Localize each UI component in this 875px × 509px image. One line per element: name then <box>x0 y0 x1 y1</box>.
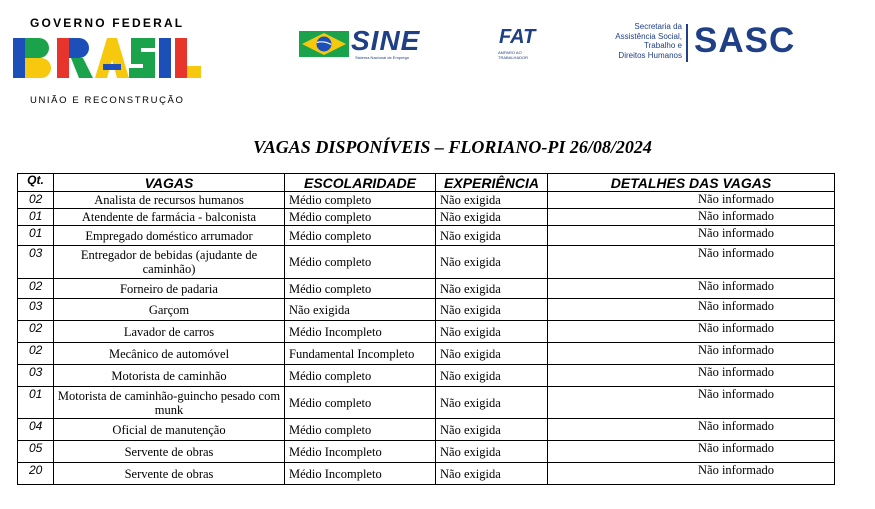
header-vagas: VAGAS <box>54 174 285 192</box>
cell-experiencia: Não exigida <box>436 419 548 441</box>
cell-vaga: Motorista de caminhão-guincho pesado com munk <box>54 387 285 419</box>
table-row <box>18 365 835 387</box>
cell-detalhes: Não informado <box>548 343 835 365</box>
cell-vaga: Motorista de caminhão <box>54 365 285 387</box>
cell-qt: 03 <box>18 246 54 279</box>
brazil-flag-icon <box>299 28 351 60</box>
cell-detalhes: Não informado <box>548 387 835 419</box>
sasc-divider <box>686 24 688 62</box>
table-row <box>18 209 835 226</box>
header-detalhes: DETALHES DAS VAGAS <box>548 174 835 192</box>
table-row <box>18 343 835 365</box>
cell-experiencia: Não exigida <box>436 192 548 209</box>
cell-qt: 03 <box>18 365 54 387</box>
cell-escolaridade: Médio Incompleto <box>285 463 436 485</box>
table-row <box>18 246 835 279</box>
sasc-logo <box>612 21 796 66</box>
cell-vaga: Servente de obras <box>54 463 285 485</box>
cell-experiencia: Não exigida <box>436 299 548 321</box>
cell-experiencia: Não exigida <box>436 441 548 463</box>
cell-qt: 03 <box>18 299 54 321</box>
cell-escolaridade: Médio completo <box>285 209 436 226</box>
cell-detalhes: Não informado <box>548 321 835 343</box>
cell-detalhes: Não informado <box>548 226 835 246</box>
cell-detalhes: Não informado <box>548 441 835 463</box>
table-row <box>18 279 835 299</box>
vacancies-table <box>17 173 835 485</box>
cell-detalhes: Não informado <box>548 192 835 209</box>
cell-experiencia: Não exigida <box>436 343 548 365</box>
cell-qt: 02 <box>18 321 54 343</box>
brasil-logo-graphic <box>13 34 208 94</box>
cell-qt: 02 <box>18 279 54 299</box>
sasc-full-name: Secretaria da Assistência Social, Trabalho e Direitos Humanos <box>615 22 682 60</box>
cell-qt: 01 <box>18 209 54 226</box>
header-experiencia: EXPERIÊNCIA <box>436 174 548 192</box>
table-row <box>18 419 835 441</box>
cell-vaga: Analista de recursos humanos <box>54 192 285 209</box>
cell-vaga: Lavador de carros <box>54 321 285 343</box>
cell-qt: 02 <box>18 343 54 365</box>
cell-experiencia: Não exigida <box>436 365 548 387</box>
cell-experiencia: Não exigida <box>436 463 548 485</box>
cell-experiencia: Não exigida <box>436 226 548 246</box>
gov-top-text: GOVERNO FEDERAL <box>30 16 185 30</box>
cell-detalhes: Não informado <box>548 365 835 387</box>
cell-vaga: Forneiro de padaria <box>54 279 285 299</box>
cell-vaga: Atendente de farmácia - balconista <box>54 209 285 226</box>
cell-experiencia: Não exigida <box>436 387 548 419</box>
cell-escolaridade: Não exigida <box>285 299 436 321</box>
page-title: VAGAS DISPONÍVEIS – FLORIANO-PI 26/08/2024 <box>253 137 652 157</box>
cell-experiencia: Não exigida <box>436 321 548 343</box>
table-row <box>18 463 835 485</box>
cell-qt: 20 <box>18 463 54 485</box>
cell-experiencia: Não exigida <box>436 246 548 279</box>
sine-subtitle: Sistema Nacional de Emprego <box>355 55 410 60</box>
cell-experiencia: Não exigida <box>436 209 548 226</box>
cell-escolaridade: Médio completo <box>285 387 436 419</box>
cell-detalhes: Não informado <box>548 299 835 321</box>
sine-wordmark: SINE <box>351 25 421 56</box>
table-row <box>18 321 835 343</box>
cell-escolaridade: Fundamental Incompleto <box>285 343 436 365</box>
cell-escolaridade: Médio completo <box>285 365 436 387</box>
cell-vaga: Garçom <box>54 299 285 321</box>
cell-qt: 02 <box>18 192 54 209</box>
cell-detalhes: Não informado <box>548 419 835 441</box>
cell-vaga: Empregado doméstico arrumador <box>54 226 285 246</box>
sine-logo <box>299 25 455 60</box>
fat-subtitle: AMPARO AO TRABALHADOR <box>498 50 529 60</box>
table-header-row <box>18 174 835 192</box>
cell-detalhes: Não informado <box>548 209 835 226</box>
fat-logo <box>496 28 554 60</box>
table-row <box>18 226 835 246</box>
cell-detalhes: Não informado <box>548 463 835 485</box>
cell-qt: 04 <box>18 419 54 441</box>
cell-detalhes: Não informado <box>548 279 835 299</box>
cell-escolaridade: Médio completo <box>285 279 436 299</box>
cell-detalhes: Não informado <box>548 246 835 279</box>
header-qt: Qt. <box>18 174 54 192</box>
cell-vaga: Servente de obras <box>54 441 285 463</box>
gov-sub-text: UNIÃO E RECONSTRUÇÃO <box>30 95 185 106</box>
table-row <box>18 299 835 321</box>
header-escolaridade: ESCOLARIDADE <box>285 174 436 192</box>
cell-escolaridade: Médio completo <box>285 246 436 279</box>
cell-vaga: Mecânico de automóvel <box>54 343 285 365</box>
cell-vaga: Entregador de bebidas (ajudante de caminhão) <box>54 246 285 279</box>
cell-escolaridade: Médio completo <box>285 226 436 246</box>
cell-qt: 05 <box>18 441 54 463</box>
table-row <box>18 387 835 419</box>
cell-qt: 01 <box>18 387 54 419</box>
governo-federal-logo <box>13 14 208 106</box>
sasc-wordmark: SASC <box>694 21 796 60</box>
cell-vaga: Oficial de manutenção <box>54 419 285 441</box>
cell-qt: 01 <box>18 226 54 246</box>
table-row <box>18 192 835 209</box>
cell-escolaridade: Médio Incompleto <box>285 441 436 463</box>
cell-experiencia: Não exigida <box>436 279 548 299</box>
table-row <box>18 441 835 463</box>
cell-escolaridade: Médio Incompleto <box>285 321 436 343</box>
cell-escolaridade: Médio completo <box>285 192 436 209</box>
cell-escolaridade: Médio completo <box>285 419 436 441</box>
fat-wordmark: FAT <box>499 26 536 48</box>
